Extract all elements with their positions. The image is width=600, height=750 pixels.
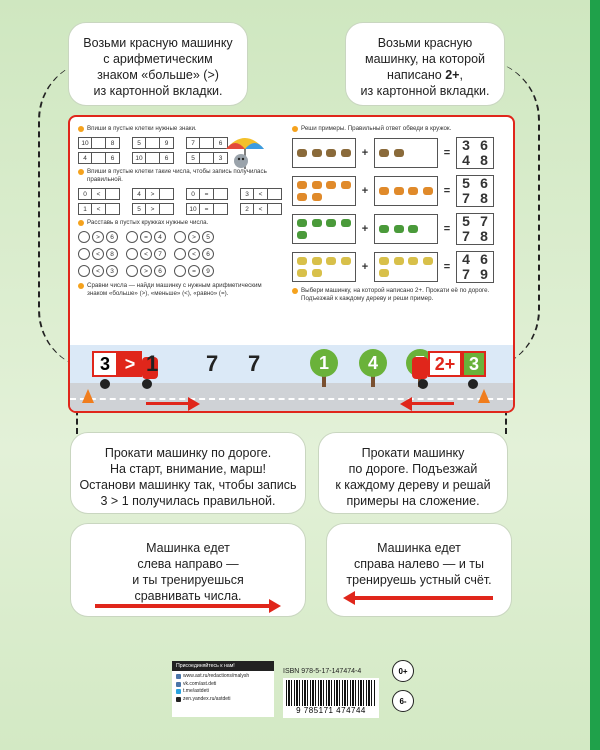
social-header: Присоединяйтесь к нам! <box>172 661 274 671</box>
tree-number: 4 <box>359 349 387 377</box>
empty-circle[interactable] <box>174 248 186 260</box>
object-icon <box>312 257 322 265</box>
object-icon <box>312 269 322 277</box>
circle: = <box>140 231 152 243</box>
answer-digit[interactable]: 6 <box>480 175 488 191</box>
object-icon <box>394 257 404 265</box>
bubble-text: написано <box>387 68 446 82</box>
picture-box <box>292 252 356 282</box>
task-title: Расставь в пустых кружках нужные числа. <box>87 219 209 226</box>
addition-example <box>292 137 507 169</box>
empty-circle[interactable] <box>78 248 90 260</box>
circle: 3 <box>106 265 118 277</box>
object-icon <box>423 187 433 195</box>
circles-row <box>78 231 283 243</box>
empty-circle[interactable] <box>126 248 138 260</box>
empty-cell[interactable] <box>214 203 228 215</box>
object-icon <box>326 219 336 227</box>
social-link-text: t.me/astdeti <box>183 688 209 695</box>
truck-sign-box: 2+ <box>428 351 462 377</box>
picture-box <box>374 138 438 168</box>
plus-sign: + <box>361 185 369 197</box>
addition-example <box>292 251 507 283</box>
picture-box <box>374 252 438 282</box>
cell: 0 <box>78 188 92 200</box>
green-edge-strip <box>590 0 600 750</box>
cell: < <box>254 188 268 200</box>
answer-digit[interactable]: 7 <box>480 213 488 229</box>
instruction-bubble-top-left <box>68 22 248 106</box>
task-6 <box>292 287 507 303</box>
circle: < <box>92 265 104 277</box>
social-link-text: vk.com/ast.deti <box>183 680 217 687</box>
bubble-line: справа налево — и ты <box>353 557 484 571</box>
cell: 8 <box>106 137 120 149</box>
truck-number-box: 3 <box>92 351 118 377</box>
cell: 4 <box>78 152 92 164</box>
bubble-line <box>354 67 496 83</box>
answer-options <box>456 213 494 245</box>
circle: > <box>188 231 200 243</box>
picture-box <box>292 214 356 244</box>
empty-circle[interactable] <box>78 265 90 277</box>
answer-options <box>456 251 494 283</box>
object-icon <box>394 149 404 157</box>
road-number: 1 <box>146 351 159 376</box>
cell-group <box>240 188 282 200</box>
cell-group <box>78 137 120 149</box>
cell-group <box>132 188 174 200</box>
task-title: Сравни числа — найди машинку с нужным арифметическим знаком «больше» (>), «меньше» (<), «равно» (=). <box>87 282 262 297</box>
circles-row <box>78 248 283 260</box>
bubble-line: На старт, внимание, марш! <box>109 462 267 476</box>
truck-wheel <box>142 379 152 389</box>
bubble-line: примеры на сложение. <box>346 494 480 508</box>
circle: 6 <box>154 265 166 277</box>
cell-group <box>132 137 174 149</box>
object-icon <box>423 257 433 265</box>
bubble-line: из картонной вкладки. <box>93 84 223 98</box>
bubble-line: Машинка едет <box>146 541 230 555</box>
cells-row <box>78 188 283 200</box>
cell-group <box>132 203 174 215</box>
object-icon <box>326 181 336 189</box>
cell: 9 <box>160 137 174 149</box>
object-icon <box>379 187 389 195</box>
red-truck-addition[interactable] <box>412 351 488 385</box>
plus-sign: + <box>361 147 369 159</box>
empty-cell[interactable] <box>200 137 214 149</box>
object-icon <box>341 219 351 227</box>
cell: 3 <box>214 152 228 164</box>
cell: 7 <box>186 137 200 149</box>
cell: < <box>92 203 106 215</box>
plus-sign: + <box>361 223 369 235</box>
empty-circle[interactable] <box>174 265 186 277</box>
circle: 8 <box>106 248 118 260</box>
empty-cell[interactable] <box>92 137 106 149</box>
zen-icon <box>176 697 181 702</box>
cell: 0 <box>186 188 200 200</box>
object-icon <box>297 257 307 265</box>
vk-icon <box>176 682 181 687</box>
bubble-line: к каждому дереву и решай <box>335 478 491 492</box>
empty-cell[interactable] <box>214 188 228 200</box>
object-icon <box>408 225 418 233</box>
answer-digit[interactable]: 4 <box>462 251 470 267</box>
social-link[interactable] <box>172 673 274 681</box>
cell: 10 <box>78 137 92 149</box>
task-5 <box>292 125 507 283</box>
circles-row <box>78 265 283 277</box>
answer-digit[interactable]: 8 <box>480 190 488 206</box>
bubble-line: 3 > 1 получилась правильной. <box>100 494 276 508</box>
object-icon <box>408 257 418 265</box>
object-icon <box>312 181 322 189</box>
circle: > <box>92 231 104 243</box>
cell: 10 <box>132 152 146 164</box>
circle: 6 <box>106 231 118 243</box>
bullet-icon <box>78 126 84 132</box>
circle-group <box>174 248 214 260</box>
social-link[interactable] <box>172 681 274 689</box>
barcode-bars <box>286 680 376 706</box>
traffic-cone-icon <box>82 389 94 403</box>
age-badge: 0+ <box>392 660 414 682</box>
answer-digit[interactable]: 7 <box>462 228 470 244</box>
cell: = <box>200 188 214 200</box>
telegram-icon <box>176 689 181 694</box>
answer-digit[interactable]: 6 <box>480 137 488 153</box>
instruction-bubble-top-right <box>345 22 505 106</box>
cell-group <box>186 188 228 200</box>
bullet-icon <box>292 288 298 294</box>
answer-digit[interactable]: 7 <box>462 266 470 282</box>
circle-group <box>78 265 118 277</box>
bubble-line: Возьми красную машинку <box>83 36 233 50</box>
object-icon <box>408 187 418 195</box>
object-icon <box>297 231 307 239</box>
task-3 <box>78 219 283 277</box>
picture-box <box>374 214 438 244</box>
object-icon <box>297 219 307 227</box>
road-arrow-left <box>410 402 454 405</box>
truck-number-box: 3 <box>462 351 486 377</box>
barcode-digits: 9 785171 474744 <box>296 706 366 715</box>
road-scene <box>70 345 513 413</box>
task-title: Реши примеры. Правильный ответ обведи в кружок. <box>301 125 452 132</box>
object-icon <box>394 187 404 195</box>
cell-group <box>78 152 120 164</box>
equals-sign: = <box>443 261 451 273</box>
object-icon <box>312 219 322 227</box>
addition-example <box>292 175 507 207</box>
object-icon <box>341 149 351 157</box>
red-arrow-left-icon <box>353 596 493 600</box>
bubble-line: тренируешь устный счёт. <box>346 573 492 587</box>
empty-cell[interactable] <box>268 203 282 215</box>
isbn-text: ISBN 978-5-17-147474-4 <box>283 668 362 675</box>
empty-cell[interactable] <box>160 203 174 215</box>
globe-icon <box>176 674 181 679</box>
answer-options <box>456 137 494 169</box>
bubble-line: машинку, на которой <box>364 52 486 66</box>
answer-digit[interactable]: 4 <box>462 152 470 168</box>
cell: 6 <box>106 152 120 164</box>
bullet-icon <box>292 126 298 132</box>
circle-group <box>78 248 118 260</box>
bubble-line: с арифметическим <box>103 52 213 66</box>
social-links-block <box>172 661 274 717</box>
cell-group <box>78 203 120 215</box>
answer-options <box>456 175 494 207</box>
cell: 4 <box>132 188 146 200</box>
object-icon <box>297 193 307 201</box>
answer-digit[interactable]: 5 <box>462 213 470 229</box>
truck-sign-box: > <box>118 351 142 377</box>
object-icon <box>379 225 389 233</box>
bubble-line: по дороге. Подъезжай <box>348 462 478 476</box>
empty-cell[interactable] <box>146 152 160 164</box>
bubble-line: сравнивать числа. <box>134 589 242 603</box>
circle-group <box>126 231 166 243</box>
cell: > <box>146 188 160 200</box>
cell: 6 <box>214 137 228 149</box>
answer-digit[interactable]: 7 <box>462 190 470 206</box>
picture-box <box>292 138 356 168</box>
bubble-line: Прокати машинку по дороге. <box>104 446 272 460</box>
task-2 <box>78 168 283 215</box>
info-bubble-bottom-left <box>70 523 306 617</box>
task-4 <box>78 282 283 298</box>
bubble-line: знаком «больше» (>) <box>97 68 219 82</box>
circle: < <box>188 248 200 260</box>
workbook-right-column <box>292 125 507 307</box>
cell: = <box>200 203 214 215</box>
social-link-text: zen.yandex.ru/astdeti <box>183 695 231 702</box>
circle: = <box>188 265 200 277</box>
cell: < <box>92 188 106 200</box>
workbook-spread <box>68 115 515 413</box>
circle: 4 <box>154 231 166 243</box>
cell-group <box>240 203 282 215</box>
truck-wheel <box>418 379 428 389</box>
cell: > <box>146 203 160 215</box>
circle: 7 <box>154 248 166 260</box>
task-title: Впиши в пустые клетки такие числа, чтобы запись получилась правильной. <box>87 168 267 183</box>
object-icon <box>312 193 322 201</box>
social-link[interactable] <box>172 696 274 704</box>
circle: 5 <box>202 231 214 243</box>
circle: < <box>92 248 104 260</box>
object-icon <box>341 181 351 189</box>
object-icon <box>379 149 389 157</box>
bubble-line: Машинка едет <box>377 541 461 555</box>
info-bubble-bottom-right <box>326 523 512 617</box>
empty-circle[interactable] <box>78 231 90 243</box>
object-icon <box>379 269 389 277</box>
empty-cell[interactable] <box>200 152 214 164</box>
cell: 1 <box>78 203 92 215</box>
cell: 6 <box>160 152 174 164</box>
object-icon <box>341 257 351 265</box>
cell: 2 <box>240 203 254 215</box>
bullet-icon <box>78 283 84 289</box>
bubble-line: Прокати машинку <box>361 446 465 460</box>
object-icon <box>326 149 336 157</box>
object-icon <box>312 149 322 157</box>
object-icon <box>297 181 307 189</box>
road-arrow-right <box>146 402 190 405</box>
plus-sign: + <box>361 261 369 273</box>
truck-wheel <box>468 379 478 389</box>
addition-examples <box>292 137 507 283</box>
answer-digit[interactable]: 8 <box>480 228 488 244</box>
circle-group <box>174 265 214 277</box>
bubble-bold-text: 2+ <box>445 68 460 82</box>
bubble-line: из картонной вкладки. <box>360 84 490 98</box>
empty-cell[interactable] <box>92 152 106 164</box>
equals-sign: = <box>443 185 451 197</box>
bullet-icon <box>78 220 84 226</box>
circle: < <box>140 248 152 260</box>
traffic-cone-icon <box>478 389 490 403</box>
empty-circle[interactable] <box>174 231 186 243</box>
circle: 6 <box>202 248 214 260</box>
instruction-bubble-mid-left <box>70 432 306 514</box>
cell: 3 <box>240 188 254 200</box>
answer-digit[interactable]: 8 <box>480 152 488 168</box>
circle-group <box>126 248 166 260</box>
age-badge: 6- <box>392 690 414 712</box>
object-icon <box>297 149 307 157</box>
circle: 9 <box>202 265 214 277</box>
bubble-line: Останови машинку так, чтобы запись <box>79 478 297 492</box>
object-icon <box>297 269 307 277</box>
empty-cell[interactable] <box>106 188 120 200</box>
cell: 5 <box>132 203 146 215</box>
empty-circle[interactable] <box>126 231 138 243</box>
road-number: 7 <box>206 351 219 376</box>
picture-box <box>374 176 438 206</box>
empty-cell[interactable] <box>106 203 120 215</box>
answer-digit[interactable]: 9 <box>480 266 488 282</box>
cell: 5 <box>132 137 146 149</box>
bullet-icon <box>78 169 84 175</box>
cell: < <box>254 203 268 215</box>
bubble-line: и ты тренируешься <box>132 573 244 587</box>
object-icon <box>326 257 336 265</box>
cell-group <box>186 203 228 215</box>
cell-group <box>132 152 174 164</box>
cell-group <box>78 188 120 200</box>
object-icon <box>379 257 389 265</box>
bubble-line: слева направо — <box>137 557 239 571</box>
tree-number: 1 <box>310 349 338 377</box>
picture-box <box>292 176 356 206</box>
social-link[interactable] <box>172 688 274 696</box>
empty-cell[interactable] <box>146 137 160 149</box>
lane-marking <box>70 398 513 400</box>
answer-digit[interactable]: 3 <box>462 137 470 153</box>
answer-digit[interactable]: 6 <box>480 251 488 267</box>
truck-cab <box>412 357 428 379</box>
umbrella-character-icon <box>222 129 268 175</box>
circle: > <box>140 265 152 277</box>
empty-cell[interactable] <box>160 188 174 200</box>
task-title: Выбери машинку, на которой написано 2+. Прокати её по дороге. Подъезжай к каждому дереву и реши пример. <box>301 287 490 302</box>
social-link-text: www.ast.ru/redactions/malysh <box>183 673 250 679</box>
answer-digit[interactable]: 5 <box>462 175 470 191</box>
cell: 5 <box>186 152 200 164</box>
bubble-text: , <box>459 68 463 82</box>
cell: 10 <box>186 203 200 215</box>
empty-cell[interactable] <box>268 188 282 200</box>
instruction-bubble-mid-right <box>318 432 508 514</box>
equals-sign: = <box>443 223 451 235</box>
red-arrow-right-icon <box>95 604 271 608</box>
empty-circle[interactable] <box>126 265 138 277</box>
circle-group <box>126 265 166 277</box>
road-number: 7 <box>248 351 261 376</box>
object-icon <box>394 225 404 233</box>
circle-group <box>78 231 118 243</box>
bubble-line: Возьми красную <box>377 36 473 50</box>
truck-wheel <box>100 379 110 389</box>
cells-row <box>78 203 283 215</box>
equals-sign: = <box>443 147 451 159</box>
barcode <box>283 678 379 718</box>
addition-example <box>292 213 507 245</box>
task-title: Впиши в пустые клетки нужные знаки. <box>87 125 197 132</box>
circle-group <box>174 231 214 243</box>
